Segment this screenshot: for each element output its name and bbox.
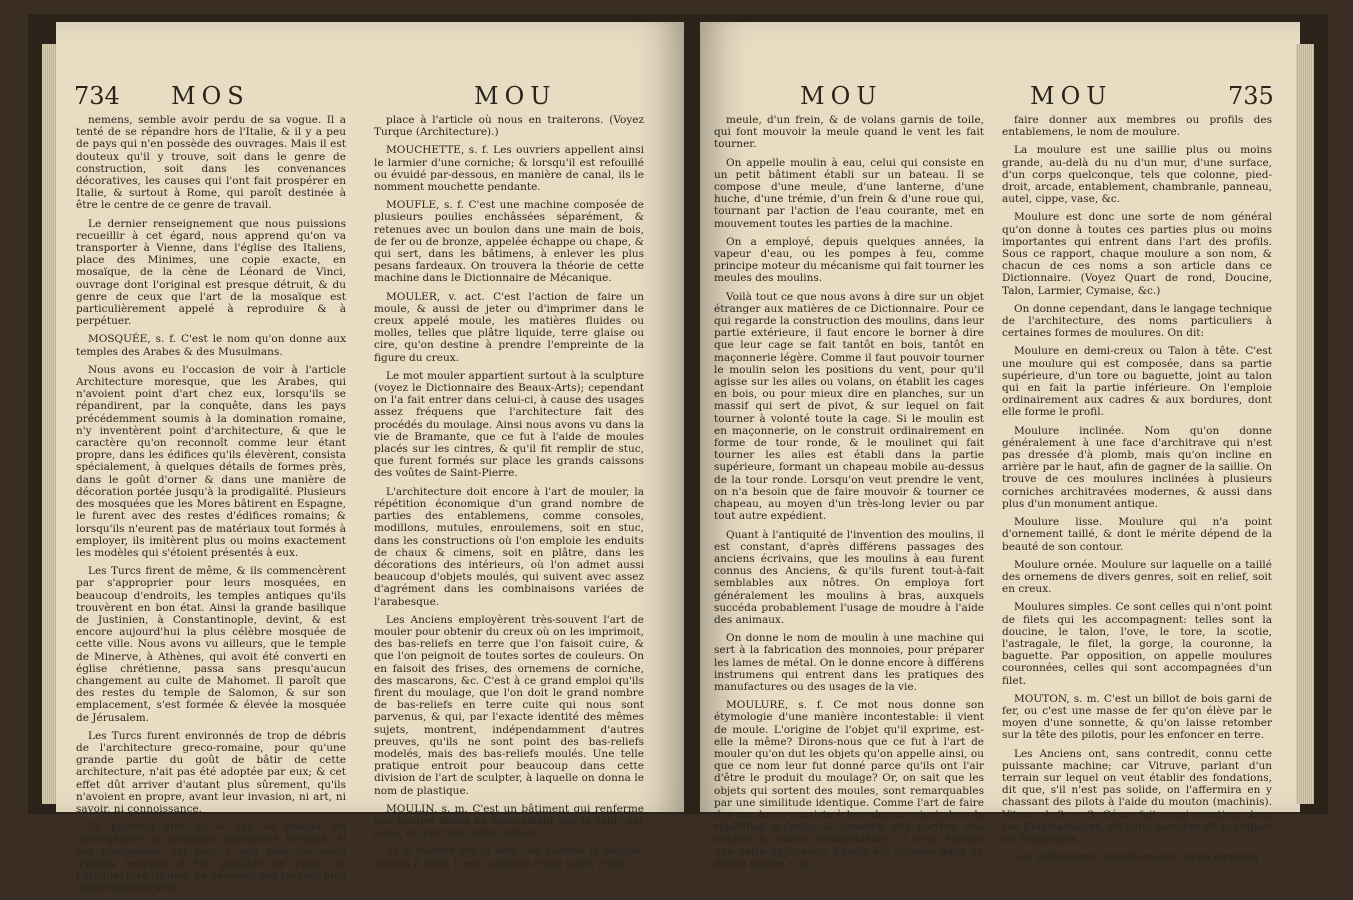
paragraph: Le mot mouler appartient surtout à la sculpture (voyez le Dictionnaire des Beaux-Arts); cependant on l'a fait entrer dans celui-ci, à cause des usages assez fréquens que l'architecture fait des procédés du moulage. Ainsi nous avons vu dans la vie de Bramante, que ce fut à l'aide de moules placés sur les cintres, & qu'il fit remplir de stuc, que furent formés sur place les grands caissons des voûtes de Saint-Pierre. [374,369,644,480]
paragraph: Ce pourroit être ici le lieu de donner les descriptions de quelques mosquées turques, si ces monumens, qui sont à peu près les seuls d'après lesquels il fût possible de juger de l'architecture turque, ne devoient pas trouver plus naturellement leur [76,821,346,895]
paragraph: Moulure ornée. Moulure sur laquelle on a taillé des ornemens de divers genres, soit en relief, soit en creux. [1002,558,1272,596]
paragraph: La moulure est une saillie plus ou moins grande, au-delà du nu d'un mur, d'une surface, d'un corps quelconque, tels que colonne, pied-droit, arcade, entablement, chambranle, panneau, autel, cippe, vase, &c. [1002,144,1272,206]
paragraph: On donne cependant, dans le langage technique de l'architecture, des noms particuliers à certaines formes de moulures. On dit: [1002,302,1272,340]
paragraph: Moulures simples. Ce sont celles qui n'ont point de filets qui les accompagnent: telles sont la doucine, le talon, l'ove, le tore, la scotie, l'astragale, le filet, la gorge, la couronne, la baguette. Par opposition, on appelle moulures couronnées, celles qui sont accompagnées d'un filet. [1002,601,1272,687]
page-number-right: 735 [1228,82,1274,110]
paragraph: Les Anciens ont, sans contredit, connu cette puissante machine; car Vitruve, parlant d'un terrain sur lequel on veut établir des fondations, dit que, s'il n'est pas solide, on l'affermira en y chassant des pilots à l'aide du mouton (machinis). Vitruv., l. 3. c. 3. César fait aussi mention, dans ses Commentaires, de cette manière de pratiquer les fondations. [1002,747,1272,845]
paragraph: Nous avons eu l'occasion de voir à l'article Architecture moresque, que les Arabes, qui n'avoient point d'art chez eux, lorsqu'ils se répandirent, par la conquête, dans les pays précédemment soumis à la domination romaine, n'y inventèrent point d'architecture, & que le caractère qu'on reconnoît comme leur étant propre, dans les édifices qu'ils élevèrent, consista spécialement, à quelques détails de formes près, dans le goût d'orner & dans une manière de décoration portée jusqu'à la prodigalité. Plusieurs des mosquées que les Mores bâtirent en Espagne, le furent avec des restes d'édifices romains; & lorsqu'ils n'eurent pas de matériaux tout formés à employer, ils imitèrent plus ou moins exactement les modèles qui s'étoient présentés à eux. [76,363,346,559]
column-1 [714,114,984,876]
paragraph: On a employé, depuis quelques années, la vapeur d'eau, ou les pompes à feu, comme principe moteur du mécanisme qui fait tourner les meules des moulins. [714,235,984,285]
book-spread [28,14,1328,895]
column-2 [374,114,644,876]
paragraph: MOUTON, s. m. C'est un billot de bois garni de fer, ou c'est une masse de fer qu'on élève par le moyen d'une sonnette, & qu'on laisse retomber sur la tête des pilotis, pour les enfoncer en terre. [1002,692,1272,742]
page-number-left: 734 [74,82,120,110]
paragraph: place à l'article où nous en traiterons. (Voyez Turque (Architecture).) [374,114,644,139]
paragraph: Les antiquaires croient encore qu'on employa [1014,851,1258,864]
paragraph: Moulure en demi-creux ou Talon à tête. C'est une moulure qui est composée, dans sa partie supérieure, d'un tore ou baguette, joint au talon qui en fait la partie inférieure. On l'emploie ordinairement aux cadres & aux bordures, dont elle forme le profil. [1002,345,1272,419]
paragraph: faire donner aux membres ou profils des entablemens, le nom de moulure. [1002,114,1272,139]
paragraph: Le dernier renseignement que nous puissions recueillir à cet égard, nous apprend qu'on va transporter à Vienne, dans l'église des Italiens, place des Minimes, une copie exacte, en mosaïque, de la cène de Léonard de Vinci, ouvrage dont l'original est presque détruit, & du genre de ceux que l'art de la mosaïque est particulièrement appelé à reproduire & à perpétuer. [76,217,346,328]
running-head-left: MOS [171,82,250,110]
paragraph: MOULURE, s. f. Ce mot nous donne son étymologie d'une manière incontestable: il vient de moule. L'origine de l'objet qu'il exprime, est-elle la même? Dirons-nous que ce fut à l'art de mouler qu'on dut les objets qu'on appelle ainsi, ou que ce nom leur fut donné parce qu'ils ont l'air d'être le produit du moulage? Or, on sait que les objets qui sortent des moules, sont remarquables par une similitude identique. Comme l'art de faire des moulures consiste à leur donner ainsi, dans la répétition qu'exige la symétrie des parties, une entière & exacte ressemblance, il nous semble que cette apparence d'avoir été coulées dans un même moule, a pu [714,699,984,870]
paragraph: L'architecture doit encore à l'art de mouler, la répétition économique d'un grand nombre de parties des entablemens, comme consoles, modillons, mutules, enroulemens, soit en stuc, dans les constructions où l'on emploie les enduits de chaux & cimens, soit en plâtre, dans les décorations des intérieurs, où l'on admet aussi beaucoup d'objets moulés, qui suivent avec assez d'agrément dans les combinaisons variées de l'arabesque. [374,485,644,608]
running-head-right: MOU [1030,82,1113,110]
paragraph: Moulure lisse. Moulure qui n'a point d'ornement taillé, & dont le mérite dépend de la beauté de son contour. [1002,516,1272,553]
paragraph: MOULER, v. act. C'est l'action de faire un moule, & aussi de jeter ou d'imprimer dans le creux appelé moule, les matières fluides ou molles, telles que plâtre liquide, terre glaise ou cire, qu'on destine à prendre l'empreinte de la figure du creux. [374,290,644,364]
left-page [56,22,684,895]
paragraph: nemens, semble avoir perdu de sa vogue. Il a tenté de se répandre hors de l'Italie, & il y a peu de pays qui n'en possède des ouvrages. Mais il est douteux qu'il y trouve, soit dans le genre de construction, soit dans les convenances décoratives, les causes qui l'ont fait prospérer en Italie, & surtout à Rome, qui paroît destinée à être le centre de ce genre de travail. [76,114,346,212]
right-page [700,22,1300,870]
right-page-edges [1296,44,1314,804]
paragraph: Moulure est donc une sorte de nom général qu'on donne à toutes ces parties plus ou moins importantes qui entrent dans l'art des profils. Sous ce rapport, chaque moulure a son nom, & chacun de ces noms a son article dans ce Dictionnaire. (Voyez Quart de rond, Doucine, Talon, Larmier, Cymaise, &c.) [1002,211,1272,297]
paragraph: Voilà tout ce que nous avons à dire sur un objet étranger aux matières de ce Dictionnaire. Pour ce qui regarde la construction des moulins, dans leur partie extérieure, il faut encore le borner à dire que leur cage se fait tantôt en bois, tantôt en maçonnerie légère. Comme il faut pouvoir tourner le moulin selon les positions du vent, pour qu'il agisse sur les ailes ou volans, on établit les cages en bois, ou pour mieux dire en planches, sur un massif qui sert de pivot, & sur lequel on fait tourner à volonté toute la cage. Si le moulin est en maçonnerie, on le construit ordinairement en forme de tour ronde, & le moulinet qui fait tourner les ailes est établi dans la partie supérieure, formant un chapeau mobile au-dessus de la tour ronde. Lorsqu'on veut prendre le vent, on n'a besoin que de faire mouvoir & tourner ce chapeau, au moyen d'un très-long levier ou par tout autre expédient. [714,290,984,523]
running-head-right: MOU [474,82,557,110]
column-2 [1002,114,1272,869]
paragraph: MOUFLE, s. f. C'est une machine composée de plusieurs poulies enchâssées séparément, & retenues avec un boulon dans une main de bois, de fer ou de bronze, appelée échappe ou chape, & qui sert, dans les bâtimens, à enlever les plus pesans fardeaux. On trouvera la théorie de cette machine dans le Dictionnaire de Mécanique. [374,199,644,285]
paragraph: On donne le nom de moulin à une machine qui sert à la fabrication des monnoies, pour préparer les lames de métal. On le donne encore à différens instrumens qui entrent dans les pratiques des manufactures ou des usages de la vie. [714,632,984,693]
paragraph: Moulure inclinée. Nom qu'on donne généralement à une face d'architrave qui n'est pas dressée d'à plomb, mais qu'on incline en arrière par le haut, afin de gagner de la saillie. On trouve de ces moulures inclinées à plusieurs corniches architravées modernes, & aussi dans plus d'un monument antique. [1002,424,1272,510]
paragraph: meule, d'un frein, & de volans garnis de toile, qui font mouvoir la meule quand le vent les fait tourner. [714,114,984,151]
paragraph: Si le moteur est le vent, on nomme le moulin, moulin à vent. Il est composé d'une cage, d'une [374,845,644,870]
paragraph: Les Turcs firent de même, & ils commencèrent par s'approprier pour leurs mosquées, en beaucoup d'endroits, les temples antiques qu'ils trouvèrent en bon état. Ainsi la grande basilique de Justinien, à Constantinople, devint, & est encore aujourd'hui la plus célèbre mosquée de cette ville. Nous avons vu ailleurs, que le temple de Minerve, à Athènes, qui avoit été converti en église chrétienne, passa sans presqu'aucun changement au culte de Mahomet. Il paroît que des restes du temple de Salomon, & sur son emplacement, s'est formée & élevée la mosquée de Jérusalem. [76,565,346,724]
paragraph: Quant à l'antiquité de l'invention des moulins, il est constant, d'après différens passages des anciens écrivains, que les moulins à eau furent connus des Anciens, & qu'ils furent tout-à-fait semblables aux nôtres. On employa fort généralement les moulins à bras, auxquels succéda probablement l'usage de moudre à l'aide des animaux. [714,528,984,626]
paragraph: MOSQUÉE, s. f. C'est le nom qu'on donne aux temples des Arabes & des Musulmans. [76,333,346,358]
paragraph: MOULIN, s. m. C'est un bâtiment qui renferme des meules mises en mouvement par le vent, par l'eau, ou par tout autre moteur. [374,802,644,840]
paragraph: Les Anciens employèrent très-souvent l'art de mouler pour obtenir du creux où on les imprimoit, des bas-reliefs en terre que l'on faisoit cuire, & que l'on peignoit de toutes sortes de couleurs. On en faisoit des frises, des ornemens de corniche, des mascarons, &c. C'est à ce grand emploi qu'ils firent du moulage, que l'on doit le grand nombre de bas-reliefs en terre cuite qui nous sont parvenus, & qui, par l'exacte identité des mêmes sujets, montrent, indépendamment d'autres preuves, qu'ils ne sont point des bas-reliefs modelés, mais des bas-reliefs moulés. Une telle pratique entroit pour beaucoup dans cette division de l'art de sculpter, à laquelle on donna le nom de plastique. [374,613,644,797]
column-1 [76,114,346,900]
paragraph: Les Turcs furent environnés de trop de débris de l'architecture greco-romaine, pour qu'une grande partie du goût de bâtir de cette architecture, n'ait pas été adoptée par eux; & cet effet dût arriver d'autant plus sûrement, qu'ils n'avoient en propre, avant leur invasion, ni art, ni savoir, ni connoissance. [76,729,346,815]
running-head-left: MOU [800,82,883,110]
paragraph: MOUCHETTE, s. f. Les ouvriers appellent ainsi le larmier d'une corniche; & lorsqu'il est refouillé ou évuidé par-dessous, en manière de canal, ils le nomment mouchette pendante. [374,144,644,194]
paragraph: On appelle moulin à eau, celui qui consiste en un petit bâtiment établi sur un bateau. Il se compose d'une meule, d'une lanterne, d'une huche, d'une trémie, d'un frein & d'une roue qui, tournant par l'action de l'eau courante, met en mouvement toutes les parties de la machine. [714,156,984,230]
